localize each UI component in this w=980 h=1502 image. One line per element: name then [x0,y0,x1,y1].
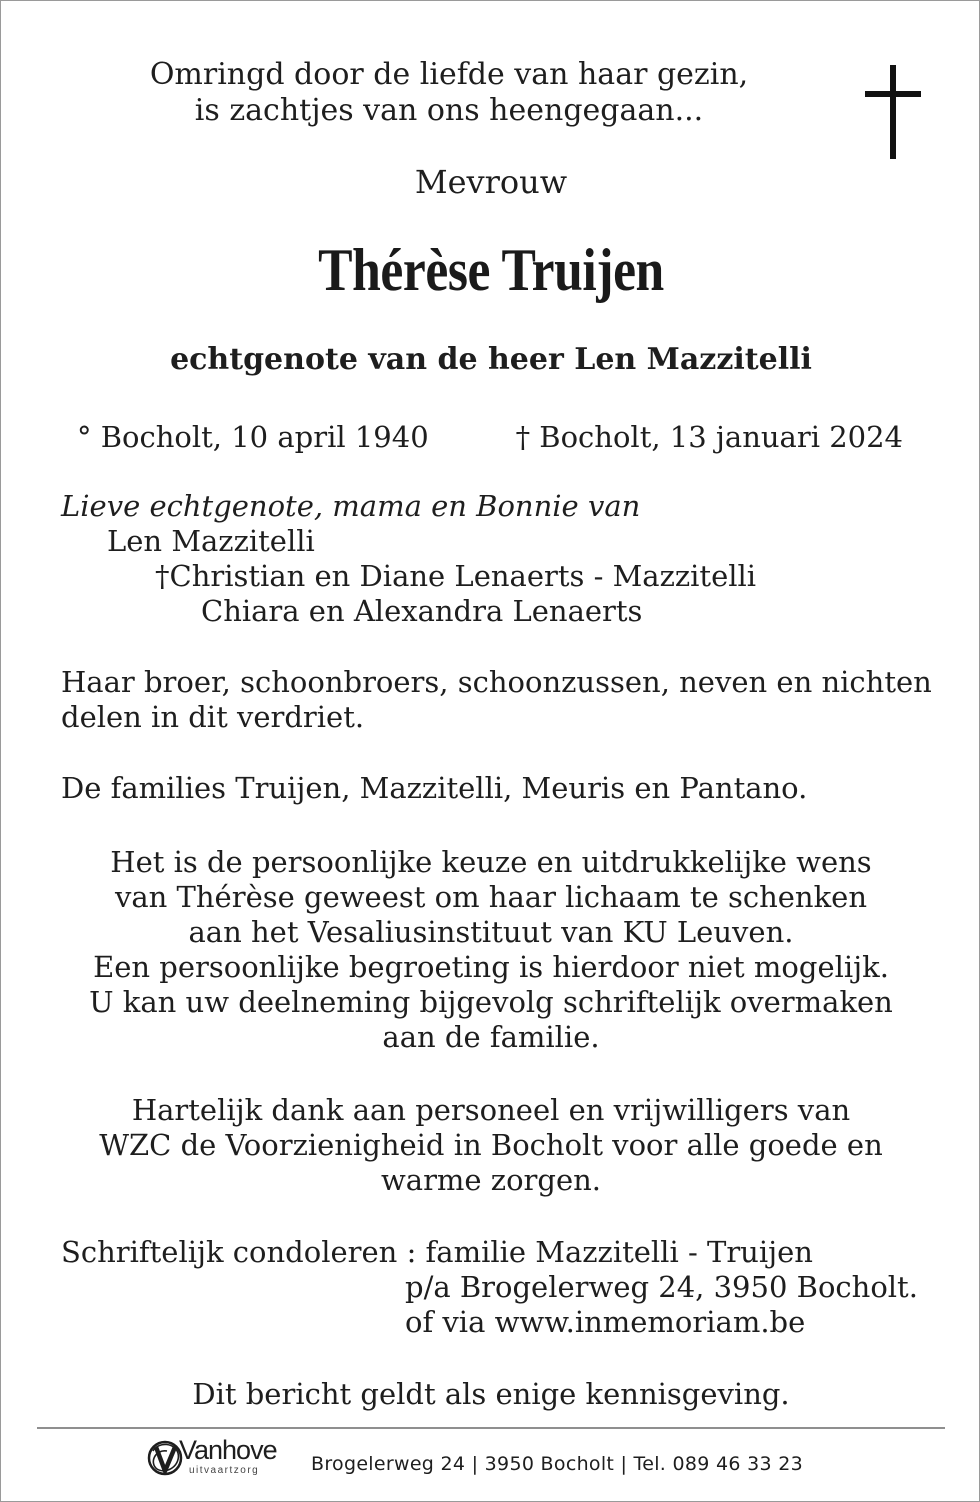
body-donation-text [1,845,980,1055]
salutation: Mevrouw [414,163,568,201]
deceased-name: Thérèse Truijen [318,237,664,303]
intro-line: is zachtjes van ons heengegaan... [194,93,704,128]
relatives-text [61,665,932,735]
body-donation-line: van Thérèse geweest om haar lichaam te schenken [114,880,868,914]
relatives-line: Haar broer, schoonbroers, schoonzussen, neven en nichten [61,665,932,699]
condolence-line: of via www.inmemoriam.be [405,1305,806,1339]
thanks-text [1,1093,980,1198]
body-donation-line: Een persoonlijke begroeting is hierdoor niet mogelijk. [93,950,889,984]
condolence-label: Schriftelijk condoleren : familie Mazzitelli - Truijen [61,1235,813,1269]
cross-icon [865,65,921,159]
spouse-line: echtgenote van de heer Len Mazzitelli [170,342,812,377]
body-donation-line: U kan uw deelneming bijgevolg schriftelijk overmaken [89,985,893,1019]
body-donation-line: aan het Vesaliusinstituut van KU Leuven. [188,915,794,949]
body-donation-line: Het is de persoonlijke keuze en uitdrukkelijke wens [110,845,872,879]
thanks-line: Hartelijk dank aan personeel en vrijwilligers van [131,1093,851,1127]
condolence-address [405,1270,918,1340]
intro-line: Omringd door de liefde van haar gezin, [149,57,749,92]
thanks-line: WZC de Voorzienigheid in Bocholt voor alle goede en [99,1128,883,1162]
birth-info: ° Bocholt, 10 april 1940 [77,420,429,454]
brand-name: Vanhove [179,1435,277,1465]
condolence-line: p/a Brogelerweg 24, 3950 Bocholt. [405,1270,918,1304]
relatives-line: delen in dit verdriet. [61,700,365,734]
family-member-line: Len Mazzitelli [107,524,315,558]
notice-text: Dit bericht geldt als enige kennisgeving. [192,1377,790,1411]
footer-divider [37,1427,945,1429]
loved-by-intro: Lieve echtgenote, mama en Bonnie van [61,489,641,523]
thanks-line: warme zorgen. [380,1163,602,1197]
body-donation-line: aan de familie. [382,1020,600,1054]
intro-text [1,57,897,129]
family-member-line: Chiara en Alexandra Lenaerts [201,594,643,628]
families-text: De families Truijen, Mazzitelli, Meuris en Pantano. [61,771,808,805]
family-member-line: †Christian en Diane Lenaerts - Mazzitelli [155,559,757,593]
death-info: † Bocholt, 13 januari 2024 [515,420,903,454]
footer-contact: Brogelerweg 24 | 3950 Bocholt | Tel. 089 46 33 23 [311,1453,803,1475]
brand-subtitle: uitvaartzorg [189,1465,260,1476]
